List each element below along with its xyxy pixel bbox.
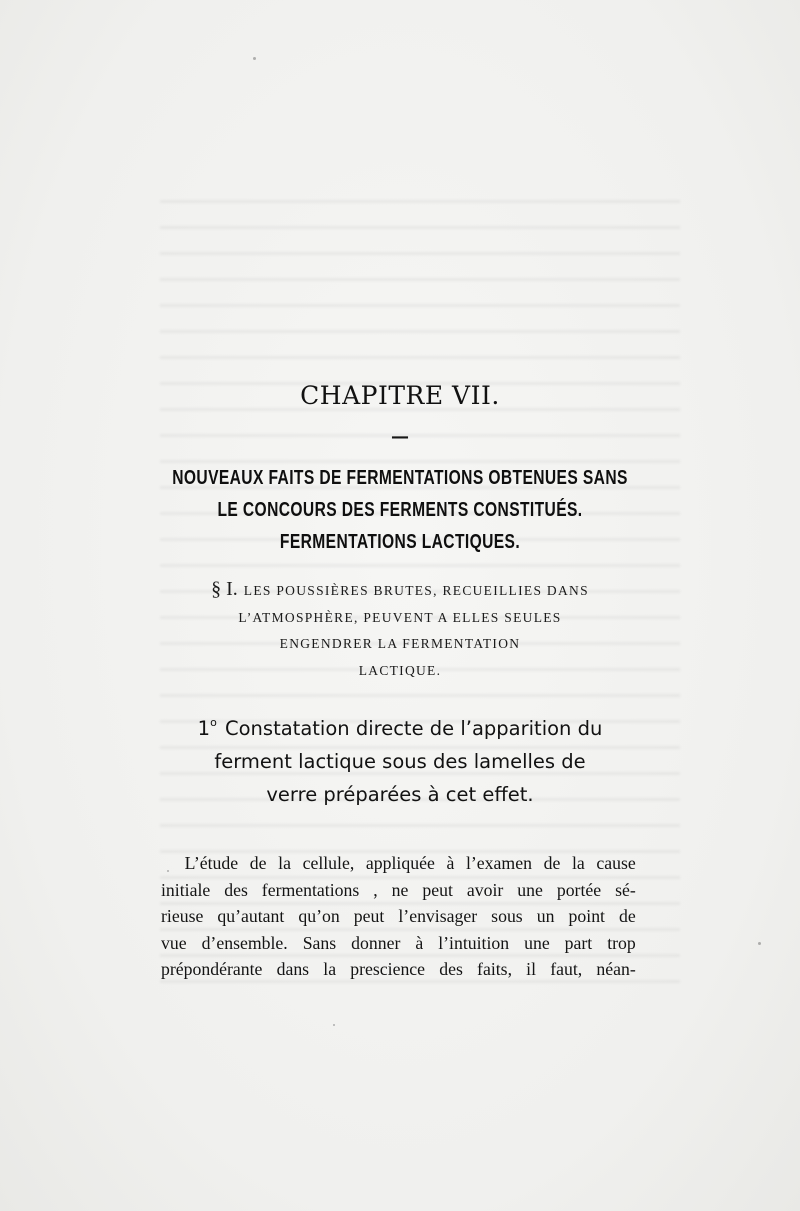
section-line: LACTIQUE. (358, 662, 442, 678)
subsection-line (0, 706, 800, 745)
heading-line: LE CONCOURS DES FERMENTS CONSTITUÉS. (217, 499, 583, 521)
section-line: ENGENDRER LA FERMENTATION (279, 636, 521, 651)
paper-speck (758, 942, 761, 945)
section-mark: § I. (211, 578, 238, 600)
subsection-title (0, 706, 800, 811)
chapter-heading (88, 462, 712, 558)
section-line (0, 576, 800, 605)
subsection-number: 1 (197, 717, 211, 740)
paper-speck (253, 57, 256, 60)
paragraph-line: vue d’ensemble. Sans donner à l’intuition une part trop (161, 932, 636, 953)
title-separator: — (391, 426, 409, 447)
chapter-title: CHAPITRE VII. (300, 381, 500, 410)
paragraph-line: initiale des fermentations , ne peut avoir une portée sé- (161, 879, 636, 900)
paragraph-line: rieuse qu’autant qu’on peut l’envisager sous un point de (161, 906, 636, 927)
section-line: L’ATMOSPHÈRE, PEUVENT A ELLES SEULES (238, 609, 562, 625)
ordinal-mark: o (210, 716, 217, 729)
subsection-line: ferment lactique sous des lamelles de (214, 750, 586, 773)
subsection-line: verre préparées à cet effet. (266, 783, 534, 806)
paragraph-line: L’étude de la cellule, appliquée à l’examen de la cause (184, 853, 636, 873)
subsection-line-text: Constatation directe de l’apparition du (225, 717, 603, 740)
section-heading (0, 576, 800, 684)
heading-line: NOUVEAUX FAITS DE FERMENTATIONS OBTENUES SANS (172, 467, 628, 489)
section-line-text: LES POUSSIÈRES BRUTES, RECUEILLIES DANS (243, 583, 589, 598)
heading-line: FERMENTATIONS LACTIQUES. (279, 531, 521, 553)
paragraph-line: prépondérante dans la prescience des faits, il faut, néan- (161, 959, 636, 980)
paper-speck (333, 1024, 335, 1026)
body-paragraph (161, 850, 636, 983)
